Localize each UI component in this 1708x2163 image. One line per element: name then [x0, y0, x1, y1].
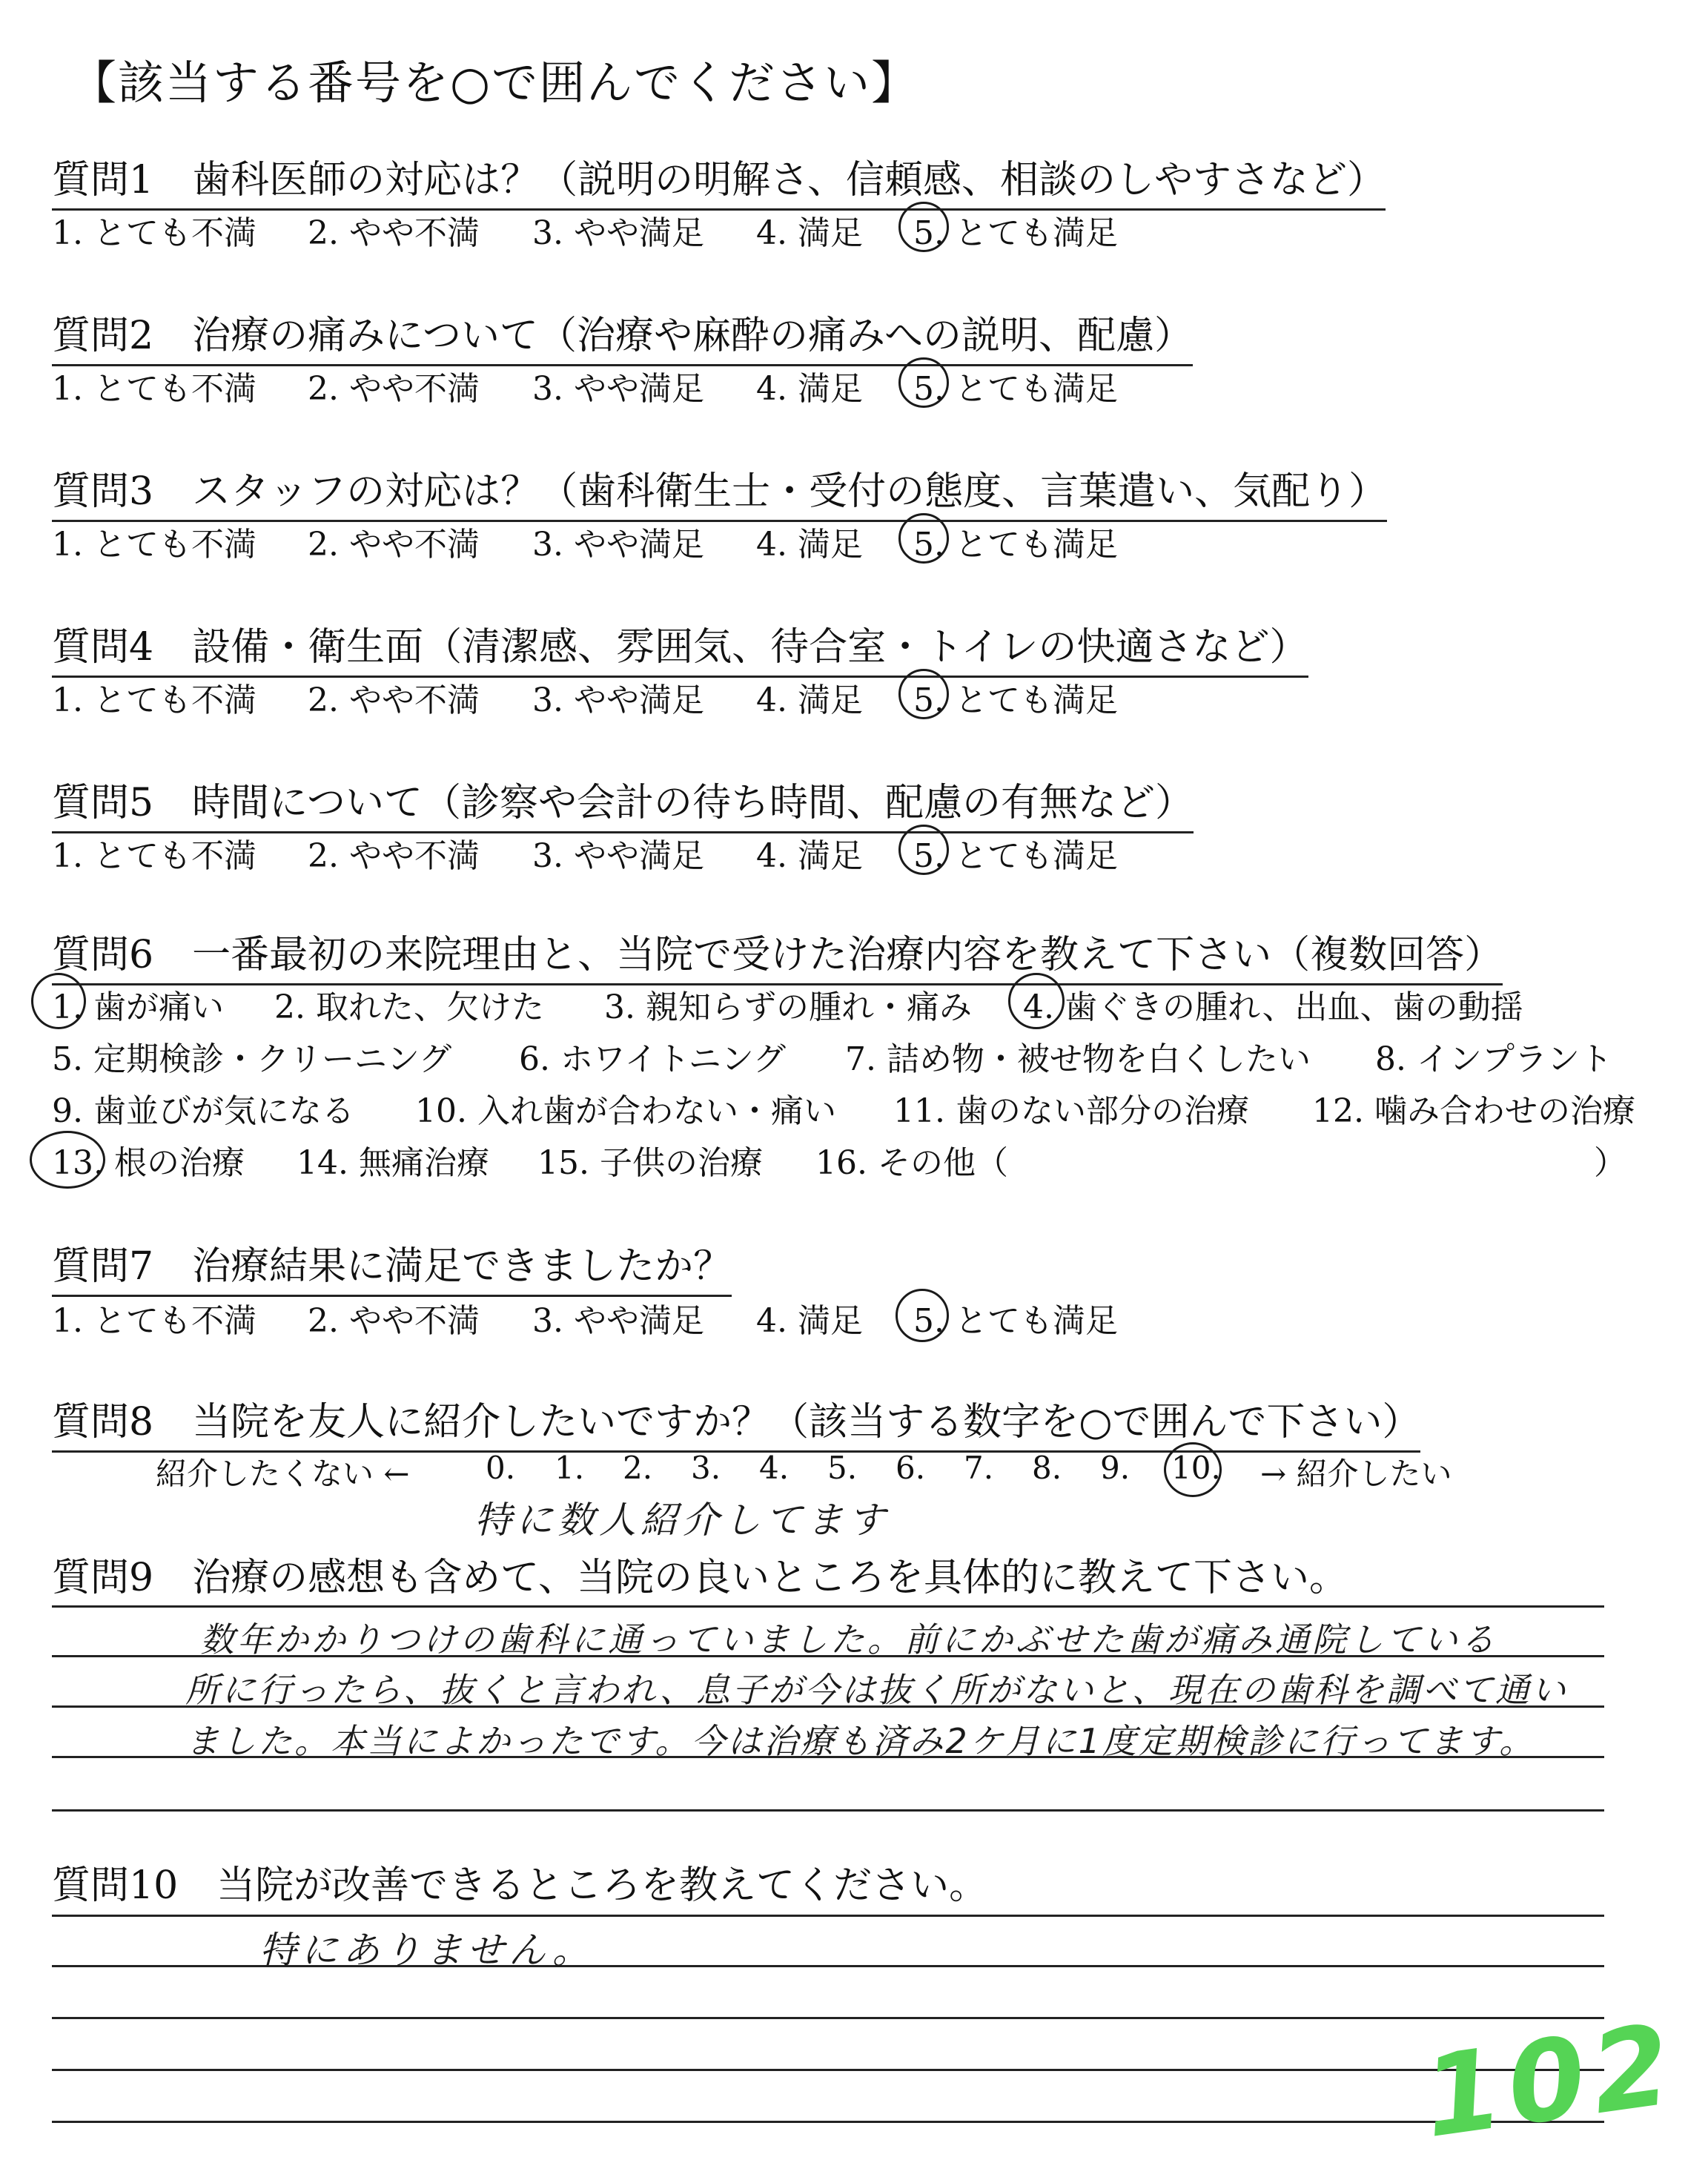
option[interactable]: 2. やや不満 — [308, 1302, 480, 1340]
selection-circle — [896, 1289, 949, 1342]
scale-value[interactable]: 5. — [827, 1450, 858, 1486]
scale-right-label: → 紹介したい — [1260, 1456, 1452, 1492]
scale-value[interactable]: 4. — [759, 1450, 790, 1486]
question-2-label: 質問2 治療の痛みについて（治療や麻酔の痛みへの説明、配慮） — [52, 304, 1193, 366]
option[interactable]: ） — [1594, 1144, 1626, 1182]
question-8-handwritten-note: 特に数人紹介してます — [474, 1499, 890, 1542]
option[interactable]: 4. 満足 — [756, 1302, 863, 1340]
option[interactable]: 5. 定期検診・クリーニング — [52, 1040, 452, 1078]
option[interactable]: 8. インプラント — [1375, 1040, 1612, 1078]
question-3-options — [52, 518, 1238, 562]
selection-circle — [898, 513, 949, 564]
option[interactable]: 3. やや満足 — [532, 837, 704, 875]
option[interactable]: 3. やや満足 — [532, 370, 704, 408]
option[interactable]: 3. やや満足 — [532, 681, 704, 719]
question-9-handwritten-line: 数年かかりつけの歯科に通っていました。前にかぶせた歯が痛み通院している — [200, 1619, 1497, 1660]
question-8-scale — [0, 1450, 1708, 1494]
answer-line — [52, 1605, 1604, 1608]
scale-value[interactable]: 1. — [555, 1450, 585, 1486]
option[interactable]: 1. 歯が痛い — [52, 988, 224, 1026]
selection-circle — [1164, 1442, 1222, 1497]
question-3-label: 質問3 スタッフの対応は？（歯科衛生士・受付の態度、言葉遣い、気配り） — [52, 460, 1387, 522]
question-7-label: 質問7 治療結果に満足できましたか？ — [52, 1235, 732, 1297]
question-7-options — [52, 1294, 1238, 1338]
option[interactable]: 1. とても不満 — [52, 214, 256, 252]
question-9-handwritten-line: 所に行ったら、抜くと言われ、息子が今は抜く所がないと、現在の歯科を調べて通い — [185, 1670, 1568, 1710]
option[interactable]: 3. やや満足 — [532, 526, 704, 564]
option[interactable]: 2. やや不満 — [308, 837, 480, 875]
scale-left-label: 紹介したくない ← — [156, 1456, 410, 1492]
option[interactable]: 5. とても満足 — [913, 214, 1118, 252]
answer-line — [52, 2121, 1604, 2123]
option[interactable]: 2. やや不満 — [308, 526, 480, 564]
selection-circle — [31, 973, 86, 1029]
option[interactable]: 1. とても不満 — [52, 370, 256, 408]
option[interactable]: 9. 歯並びが気になる — [52, 1092, 354, 1130]
option[interactable]: 3. やや満足 — [532, 214, 704, 252]
answer-line — [52, 1915, 1604, 1917]
selection-circle — [30, 1131, 105, 1189]
question-6-options — [52, 980, 1668, 1203]
option[interactable]: 5. とても満足 — [913, 1302, 1118, 1340]
scale-value[interactable]: 7. — [964, 1450, 994, 1486]
answer-line — [52, 2069, 1604, 2071]
answer-line — [52, 1809, 1604, 1812]
option[interactable]: 1. とても不満 — [52, 1302, 256, 1340]
selection-circle — [898, 669, 949, 719]
option[interactable]: 4. 満足 — [756, 837, 863, 875]
scale-value[interactable]: 8. — [1032, 1450, 1062, 1486]
scale-value[interactable]: 3. — [691, 1450, 721, 1486]
scale-value[interactable]: 10. — [1171, 1450, 1221, 1486]
option[interactable]: 2. やや不満 — [308, 214, 480, 252]
option[interactable]: 1. とても不満 — [52, 526, 256, 564]
option[interactable]: 5. とても満足 — [913, 370, 1118, 408]
page-title: 【該当する番号を○で囲んでください】 — [70, 56, 919, 110]
option[interactable]: 6. ホワイトニング — [519, 1040, 787, 1078]
question-6-label: 質問6 一番最初の来院理由と、当院で受けた治療内容を教えて下さい（複数回答） — [52, 923, 1503, 985]
option[interactable]: 16. その他（ — [815, 1144, 1008, 1182]
option[interactable]: 4. 満足 — [756, 681, 863, 719]
question-5-label: 質問5 時間について（診察や会計の待ち時間、配慮の有無など） — [52, 771, 1194, 833]
option[interactable]: 2. やや不満 — [308, 681, 480, 719]
option[interactable]: 10. 入れ歯が合わない・痛い — [415, 1092, 836, 1130]
scale-value[interactable]: 2. — [623, 1450, 653, 1486]
answer-line — [52, 2017, 1604, 2019]
question-4-label: 質問4 設備・衛生面（清潔感、雰囲気、待合室・トイレの快適さなど） — [52, 615, 1308, 678]
question-4-options — [52, 673, 1238, 718]
option[interactable]: 4. 満足 — [756, 370, 863, 408]
option[interactable]: 4. 満足 — [756, 526, 863, 564]
question-8-label: 質問8 当院を友人に紹介したいですか？（該当する数字を○で囲んで下さい） — [52, 1390, 1420, 1453]
option[interactable]: 12. 噛み合わせの治療 — [1312, 1092, 1635, 1130]
selection-circle — [1008, 973, 1065, 1029]
selection-circle — [898, 202, 949, 252]
option[interactable]: 1. とても不満 — [52, 681, 256, 719]
option[interactable]: 11. 歯のない部分の治療 — [893, 1092, 1249, 1130]
scale-value[interactable]: 0. — [486, 1450, 516, 1486]
page-number: 102 — [1415, 1999, 1686, 2163]
question-1-options — [52, 206, 1238, 251]
question-10-handwritten-answer: 特にありません。 — [259, 1929, 594, 1972]
question-9-label: 質問9 治療の感想も含めて、当院の良いところを具体的に教えて下さい。 — [52, 1556, 1348, 1600]
selection-circle — [898, 825, 949, 875]
option[interactable]: 2. やや不満 — [308, 370, 480, 408]
question-5-options — [52, 829, 1238, 874]
question-9-handwritten-line: ました。本当によかったです。今は治療も済み2ケ月に1度定期検診に行ってます。 — [185, 1721, 1536, 1761]
option[interactable]: 4. 満足 — [756, 214, 863, 252]
option[interactable]: 1. とても不満 — [52, 837, 256, 875]
question-10-label: 質問10 当院が改善できるところを教えてください。 — [52, 1863, 988, 1908]
option[interactable]: 5. とても満足 — [913, 681, 1118, 719]
option[interactable]: 3. 親知らずの腫れ・痛み — [604, 988, 972, 1026]
option[interactable]: 15. 子供の治療 — [537, 1144, 763, 1182]
option[interactable]: 5. とても満足 — [913, 837, 1118, 875]
selection-circle — [898, 357, 949, 408]
option[interactable]: 2. 取れた、欠けた — [274, 988, 544, 1026]
question-2-options — [52, 362, 1238, 406]
option[interactable]: 5. とても満足 — [913, 526, 1118, 564]
option[interactable]: 4. 歯ぐきの腫れ、出血、歯の動揺 — [1023, 988, 1523, 1026]
option[interactable]: 7. 詰め物・被せ物を白くしたい — [845, 1040, 1311, 1078]
scale-value[interactable]: 6. — [896, 1450, 926, 1486]
scale-value[interactable]: 9. — [1100, 1450, 1131, 1486]
option[interactable]: 14. 無痛治療 — [297, 1144, 489, 1182]
question-1-label: 質問1 歯科医師の対応は？（説明の明解さ、信頼感、相談のしやすさなど） — [52, 148, 1386, 211]
option[interactable]: 3. やや満足 — [532, 1302, 704, 1340]
option[interactable]: 13. 根の治療 — [52, 1144, 245, 1182]
